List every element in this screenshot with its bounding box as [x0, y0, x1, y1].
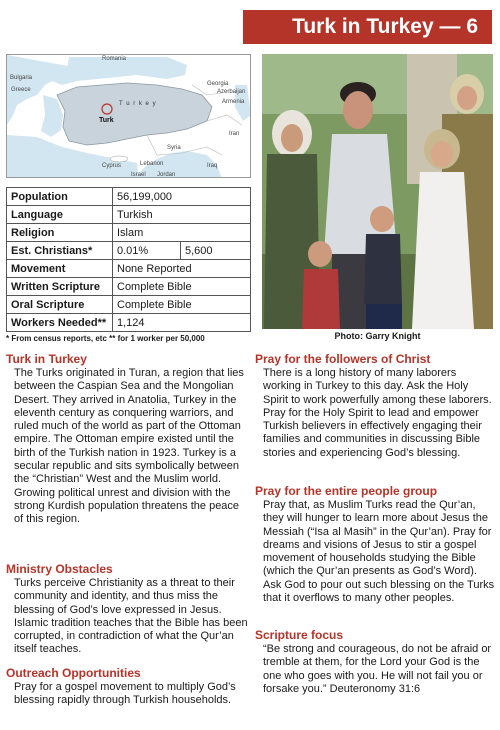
family-photo: [262, 54, 493, 329]
facts-table: [6, 187, 251, 332]
section-body: Pray for a gospel movement to multiply God’s blessing rapidly through Turkish households.: [14, 681, 236, 707]
map-label-georgia: Georgia: [207, 81, 229, 87]
fact-value: 56,199,000: [113, 188, 251, 206]
section-heading: Turk in Turkey: [6, 352, 87, 366]
map-label-iraq: Iraq: [207, 163, 218, 169]
map-graphic: [7, 55, 251, 178]
map-label-greece: Greece: [11, 87, 31, 93]
fact-label: Written Scripture: [7, 278, 113, 296]
table-row: [7, 260, 251, 278]
section-heading: Pray for the followers of Christ: [255, 352, 431, 366]
table-footnote: * From census reports, etc ** for 1 worker per 50,000: [6, 334, 205, 343]
section-body: “Be strong and courageous, do not be afraid or tremble at them, for the Lord your God is the one who goes with you. He will not fail you or forsake you.” Deuteronomy 31:6: [263, 643, 492, 695]
map-label-syria: Syria: [167, 145, 181, 151]
map-label-cyprus: Cyprus: [102, 163, 122, 169]
section-turk-in-turkey: [6, 352, 251, 527]
section-body: There is a long history of many laborers working in Turkey to this day. Ask the Holy Spirit to work powerfully among these laborers. Pray for the Holy Spirit to lead and empower Turkish believers in effectively engaging their families and communities in discussing Bible stories and experiencing God’s blessing.: [263, 367, 492, 459]
fact-label: Est. Christians*: [7, 242, 113, 260]
fact-label: Population: [7, 188, 113, 206]
fact-value: None Reported: [113, 260, 251, 278]
section-heading: Ministry Obstacles: [6, 562, 113, 576]
table-row: [7, 296, 251, 314]
section-body: Pray that, as Muslim Turks read the Qur’an, they will hunger to learn more about Jesus the Messiah (“Isa al Masih” in the Qur’an). Pray for dreams and visions of Jesus to stir a gospel movement of households studying the Bible (which the Qur’an presents as God’s Word). Ask God to pour out such blessing on the Turks that it overflows to many other peoples.: [263, 499, 495, 605]
table-row: [7, 278, 251, 296]
table-row: [7, 242, 251, 260]
fact-label: Religion: [7, 224, 113, 242]
photo-graphic: [262, 54, 493, 329]
fact-value-secondary: 5,600: [181, 242, 251, 260]
section-pray-followers: [255, 352, 495, 460]
map-label-romania: Romania: [102, 56, 127, 62]
section-heading: Scripture focus: [255, 628, 344, 642]
map-label-bulgaria: Bulgaria: [10, 75, 33, 81]
map-label-iran: Iran: [229, 131, 240, 137]
table-row: [7, 206, 251, 224]
map-label-people: Turk: [99, 117, 114, 124]
map-label-jordan: Jordan: [157, 172, 176, 178]
section-ministry-obstacles: [6, 562, 251, 657]
fact-value: Turkish: [113, 206, 251, 224]
map-label-turkey: T u r k e y: [119, 101, 157, 107]
fact-value: 1,124: [113, 314, 251, 332]
fact-label: Movement: [7, 260, 113, 278]
section-scripture-focus: [255, 628, 495, 696]
section-heading: Pray for the entire people group: [255, 484, 438, 498]
map-label-armenia: Armenia: [222, 99, 245, 105]
cyprus-island: [110, 156, 128, 162]
black-sea: [67, 57, 187, 79]
fact-label: Language: [7, 206, 113, 224]
page-title: Turk in Turkey — 6: [292, 15, 478, 38]
map-label-azerbaijan: Azerbaijan: [217, 89, 246, 95]
location-map: [6, 54, 251, 178]
fact-value: Complete Bible: [113, 278, 251, 296]
table-row: [7, 314, 251, 332]
fact-value: Islam: [113, 224, 251, 242]
map-label-lebanon: Lebanon: [140, 161, 164, 167]
header-bar: [243, 10, 492, 44]
section-pray-people: [255, 484, 495, 605]
fact-label: Workers Needed**: [7, 314, 113, 332]
photo-credit: Photo: Garry Knight: [334, 331, 421, 341]
fact-label: Oral Scripture: [7, 296, 113, 314]
section-heading: Outreach Opportunities: [6, 666, 141, 680]
fact-value: 0.01%: [113, 242, 181, 260]
table-row: [7, 188, 251, 206]
fact-value: Complete Bible: [113, 296, 251, 314]
section-outreach-opportunities: [6, 666, 251, 708]
section-body: Turks perceive Christianity as a threat to their community and identity, and thus miss the blessing of God’s love expressed in Jesus. Islamic tradition teaches that the Bible has been corrupted, in contradiction of what the Qur’an itself teaches.: [14, 577, 248, 656]
map-label-israel: Israel: [131, 172, 146, 178]
section-body: The Turks originated in Turan, a region that lies between the Caspian Sea and the Mongolian Desert. They arrived in Anatolia, Turkey in the eleventh century as conquering warriors, and ruled much of the world as part of the Ottoman empire. The Ottoman empire existed until the birth of the Turkish nation in 1923. Turkey is a secular republic and sits symbolically between the “Christian” West and the Muslim world. Growing political unrest and division with the strong Kurdish population threatens the peace of this region.: [14, 367, 244, 526]
table-row: [7, 224, 251, 242]
